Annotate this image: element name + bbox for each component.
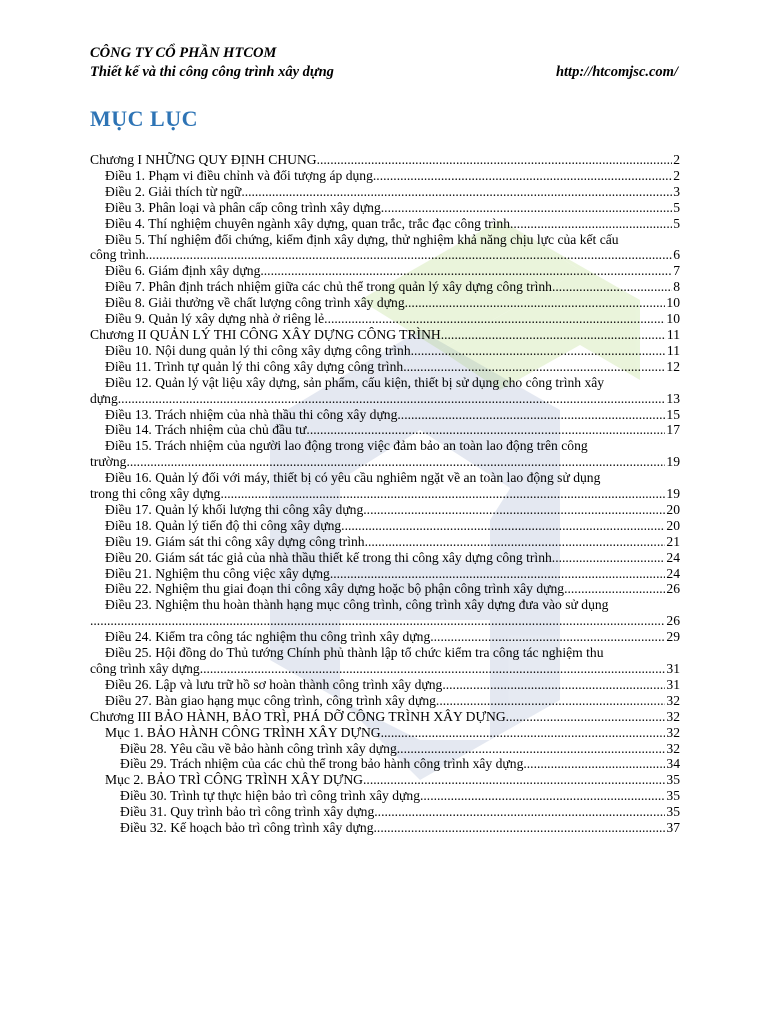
toc-page-number: 3 [673,183,680,199]
toc-entry-text: Điều 31. Quy trình bảo trì công trình xây dựng [120,804,375,820]
toc-entry[interactable] [90,343,680,359]
toc-entry-text: Điều 28. Yêu cầu về bảo hành công trình xây dựng [120,740,397,756]
toc-leader-dots [374,804,665,820]
toc-entry[interactable] [90,550,680,566]
toc-leader-dots [420,788,665,804]
toc-leader-dots [260,263,672,279]
toc-page-number: 11 [666,342,680,358]
toc-entry[interactable] [90,168,680,184]
toc-title: MỤC LỤC [90,106,198,131]
toc-page-number: 2 [673,152,680,167]
toc-entry-text: Điều 25. Hội đồng do Thủ tướng Chính phủ thành lập tổ chức kiểm tra công tác nghiệm thu [105,645,604,661]
toc-leader-dots [324,311,665,327]
toc-entry-text: Điều 27. Bàn giao hạng mục công trình, công trình xây dựng [105,692,436,708]
toc-entry[interactable] [90,518,680,534]
toc-entry[interactable] [90,216,680,232]
toc-leader-dots [436,693,665,709]
toc-entry-text: Mục 1. BẢO HÀNH CÔNG TRÌNH XÂY DỰNG [105,724,381,740]
toc-entry-text: trường [90,454,127,470]
header-row [90,63,678,82]
toc-leader-dots [90,613,665,629]
toc-leader-dots [552,550,666,566]
toc-page-number: 10 [666,311,680,327]
company-name: CÔNG TY CỔ PHẦN HTCOM [90,45,277,61]
toc-entry[interactable] [90,407,680,423]
toc-entry-text: Chương I NHỮNG QUY ĐỊNH CHUNG [90,152,317,167]
toc-entry-text: Điều 7. Phân định trách nhiệm giữa các chủ thể trong quản lý xây dựng công trình [105,279,552,295]
toc-page-number: 31 [666,661,680,676]
toc-entry-text: Điều 2. Giải thích từ ngữ [105,183,242,199]
toc-entry-continuation[interactable] [90,391,680,407]
toc-page-number: 20 [666,517,680,533]
toc-leader-dots [397,407,665,423]
toc-entry[interactable] [90,772,680,788]
toc-chapter-entry[interactable] [90,709,680,725]
toc-entry-text: Điều 19. Giám sát thi công xây dựng công trình [105,533,365,549]
toc-page-number: 37 [666,820,680,836]
toc-page-number: 35 [666,772,680,788]
toc-page-number: 5 [673,215,680,231]
table-of-contents [90,152,680,836]
toc-entry[interactable] [90,263,680,279]
toc-entry-text: Điều 30. Trình tự thực hiện bảo trì công trình xây dựng [120,788,420,804]
toc-entry-continuation[interactable] [90,486,680,502]
toc-page-number: 19 [666,454,680,470]
toc-entry-continuation[interactable] [90,454,680,470]
toc-entry-line[interactable] [90,470,680,486]
toc-entry-text: Điều 16. Quản lý đối với máy, thiết bị có yêu cầu nghiêm ngặt về an toàn lao động sử dụng [105,470,601,486]
toc-chapter-entry[interactable] [90,152,680,168]
toc-page-number: 34 [666,756,680,772]
toc-page-number: 15 [666,406,680,422]
toc-leader-dots [363,502,665,518]
toc-leader-dots [506,709,666,725]
toc-entry-line[interactable] [90,232,680,248]
toc-entry-text: Điều 13. Trách nhiệm của nhà thầu thi công xây dựng [105,406,398,422]
toc-page-number: 19 [666,486,680,502]
toc-leader-dots [510,216,672,232]
toc-page-number: 10 [666,295,680,311]
toc-entry-text: Điều 11. Trình tự quản lý thi công xây dựng công trình [105,358,404,374]
toc-entry-text: Điều 12. Quản lý vật liệu xây dựng, sản phẩm, cấu kiện, thiết bị sử dụng cho công trình xây [105,374,605,390]
company-url[interactable]: http://htcomjsc.com/ [555,64,678,80]
toc-leader-dots [317,152,673,168]
toc-entry[interactable] [90,184,680,200]
toc-page-number: 7 [673,263,680,279]
toc-leader-dots [200,661,666,677]
toc-entry[interactable] [90,359,680,375]
toc-entry-text: Điều 8. Giải thưởng về chất lượng công trình xây dựng [105,295,405,311]
toc-entry[interactable] [90,311,680,327]
toc-page-number: 31 [666,676,680,692]
toc-entry-text: công trình [90,247,146,263]
toc-page-number: 32 [666,740,680,756]
toc-page-number: 29 [666,629,680,645]
toc-entry-continuation[interactable] [90,613,680,629]
toc-leader-dots [306,422,665,438]
toc-leader-dots [411,343,666,359]
toc-page-number: 21 [666,533,680,549]
toc-entry[interactable] [90,502,680,518]
toc-leader-dots [363,772,665,788]
toc-entry-line[interactable] [90,375,680,391]
toc-entry-text: Điều 29. Trách nhiệm của các chủ thể trong bảo hành công trình xây dựng [120,756,524,772]
toc-entry-text: Điều 32. Kế hoạch bảo trì công trình xây dựng [120,820,374,836]
toc-entry[interactable] [90,725,680,741]
toc-leader-dots [523,756,665,772]
toc-entry-text: Mục 2. BẢO TRÌ CÔNG TRÌNH XÂY DỰNG [105,772,364,788]
toc-leader-dots [374,820,666,836]
toc-entry[interactable] [90,200,680,216]
toc-entry-text: Điều 20. Giám sát tác giả của nhà thầu thiết kế trong thi công xây dựng công trình [105,549,552,565]
toc-leader-dots [341,518,665,534]
document-header [90,44,678,82]
toc-leader-dots [442,677,665,693]
toc-entry-text: Điều 4. Thí nghiệm chuyên ngành xây dựng, quan trắc, trắc đạc công trình [105,215,510,231]
toc-entry-text: Điều 24. Kiểm tra công tác nghiệm thu công trình xây dựng [105,629,431,645]
toc-leader-dots [403,359,665,375]
toc-leader-dots [118,391,666,407]
company-tagline: Thiết kế và thi công công trình xây dựng [90,64,334,80]
toc-entry-text: Điều 17. Quản lý khối lượng thi công xây dựng [105,501,364,517]
toc-leader-dots [441,327,666,343]
toc-entry[interactable] [90,581,680,597]
toc-page-number: 6 [673,247,680,263]
toc-entry-text: Điều 1. Phạm vi điều chỉnh và đối tượng áp dụng [105,167,373,183]
toc-leader-dots [430,629,665,645]
toc-entry-text: Điều 14. Trách nhiệm của chủ đầu tư [105,422,307,438]
toc-leader-dots [126,454,665,470]
toc-entry-text: Điều 18. Quản lý tiến độ thi công xây dựng [105,517,342,533]
toc-entry[interactable] [90,693,680,709]
toc-entry-text: Điều 10. Nội dung quản lý thi công xây dựng công trình [105,342,411,358]
toc-leader-dots [330,566,666,582]
toc-entry-line[interactable] [90,645,680,661]
toc-leader-dots [381,725,666,741]
toc-page-number: 11 [666,326,680,342]
toc-entry-text: Điều 6. Giám định xây dựng [105,263,261,279]
toc-leader-dots [373,168,672,184]
toc-leader-dots [220,486,665,502]
toc-page-number: 8 [673,279,680,295]
toc-entry-text: trong thi công xây dựng [90,486,221,502]
toc-entry-text: Điều 9. Quản lý xây dựng nhà ở riêng lẻ [105,311,325,327]
toc-entry-continuation[interactable] [90,247,680,263]
toc-page-number: 35 [666,788,680,804]
toc-entry-text: Điều 3. Phân loại và phân cấp công trình xây dựng [105,199,381,215]
toc-entry-text: Chương III BẢO HÀNH, BẢO TRÌ, PHÁ DỠ CÔNG TRÌNH XÂY DỰNG [90,708,506,724]
toc-entry[interactable] [90,804,680,820]
toc-entry[interactable] [90,566,680,582]
toc-page-number: 35 [666,804,680,820]
toc-entry-text: dựng [90,390,118,406]
toc-chapter-entry[interactable] [90,327,680,343]
toc-page-number: 32 [666,708,680,724]
toc-entry-text: Điều 22. Nghiệm thu giai đoạn thi công xây dựng hoặc bộ phận công trình xây dựng [105,581,565,597]
toc-entry-text: Điều 15. Trách nhiệm của người lao động trong việc đảm bảo an toàn lao động trên công [105,438,588,454]
toc-entry-text: Điều 5. Thí nghiệm đối chứng, kiểm định xây dựng, thử nghiệm khả năng chịu lực của kết cấu [105,231,619,247]
toc-page-number: 5 [673,199,680,215]
toc-page-number: 13 [666,390,680,406]
toc-leader-dots [564,581,665,597]
toc-leader-dots [381,200,672,216]
toc-page-number: 20 [666,501,680,517]
toc-page-number: 32 [666,692,680,708]
toc-page-number: 26 [666,613,680,629]
toc-page-number: 24 [666,549,680,565]
toc-entry-text: Chương II QUẢN LÝ THI CÔNG XÂY DỰNG CÔNG TRÌNH [90,326,441,342]
toc-leader-dots [146,247,673,263]
toc-leader-dots [552,279,672,295]
toc-entry-text: Điều 26. Lập và lưu trữ hồ sơ hoàn thành công trình xây dựng [105,676,443,692]
toc-leader-dots [405,295,666,311]
toc-leader-dots [241,184,672,200]
toc-entry[interactable] [90,741,680,757]
toc-entry[interactable] [90,677,680,693]
toc-page-number: 26 [666,581,680,597]
toc-entry[interactable] [90,422,680,438]
toc-entry-text: công trình xây dựng [90,661,200,676]
toc-entry-text: Điều 21. Nghiệm thu công việc xây dựng [105,565,330,581]
toc-entry[interactable] [90,820,680,836]
toc-entry[interactable] [90,756,680,772]
toc-page-number: 32 [666,724,680,740]
toc-entry-continuation[interactable] [90,661,680,677]
toc-entry-line[interactable] [90,438,680,454]
toc-entry[interactable] [90,629,680,645]
toc-entry-line[interactable] [90,597,680,613]
toc-entry[interactable] [90,534,680,550]
toc-entry[interactable] [90,295,680,311]
toc-leader-dots [365,534,666,550]
toc-leader-dots [397,741,666,757]
toc-page-number: 24 [666,565,680,581]
toc-entry[interactable] [90,279,680,295]
toc-page-number: 2 [673,167,680,183]
toc-page-number: 17 [666,422,680,438]
toc-entry[interactable] [90,788,680,804]
toc-page-number: 12 [666,358,680,374]
toc-entry-text: Điều 23. Nghiệm thu hoàn thành hạng mục công trình, công trình xây dựng đưa vào sử dụng [105,597,609,613]
